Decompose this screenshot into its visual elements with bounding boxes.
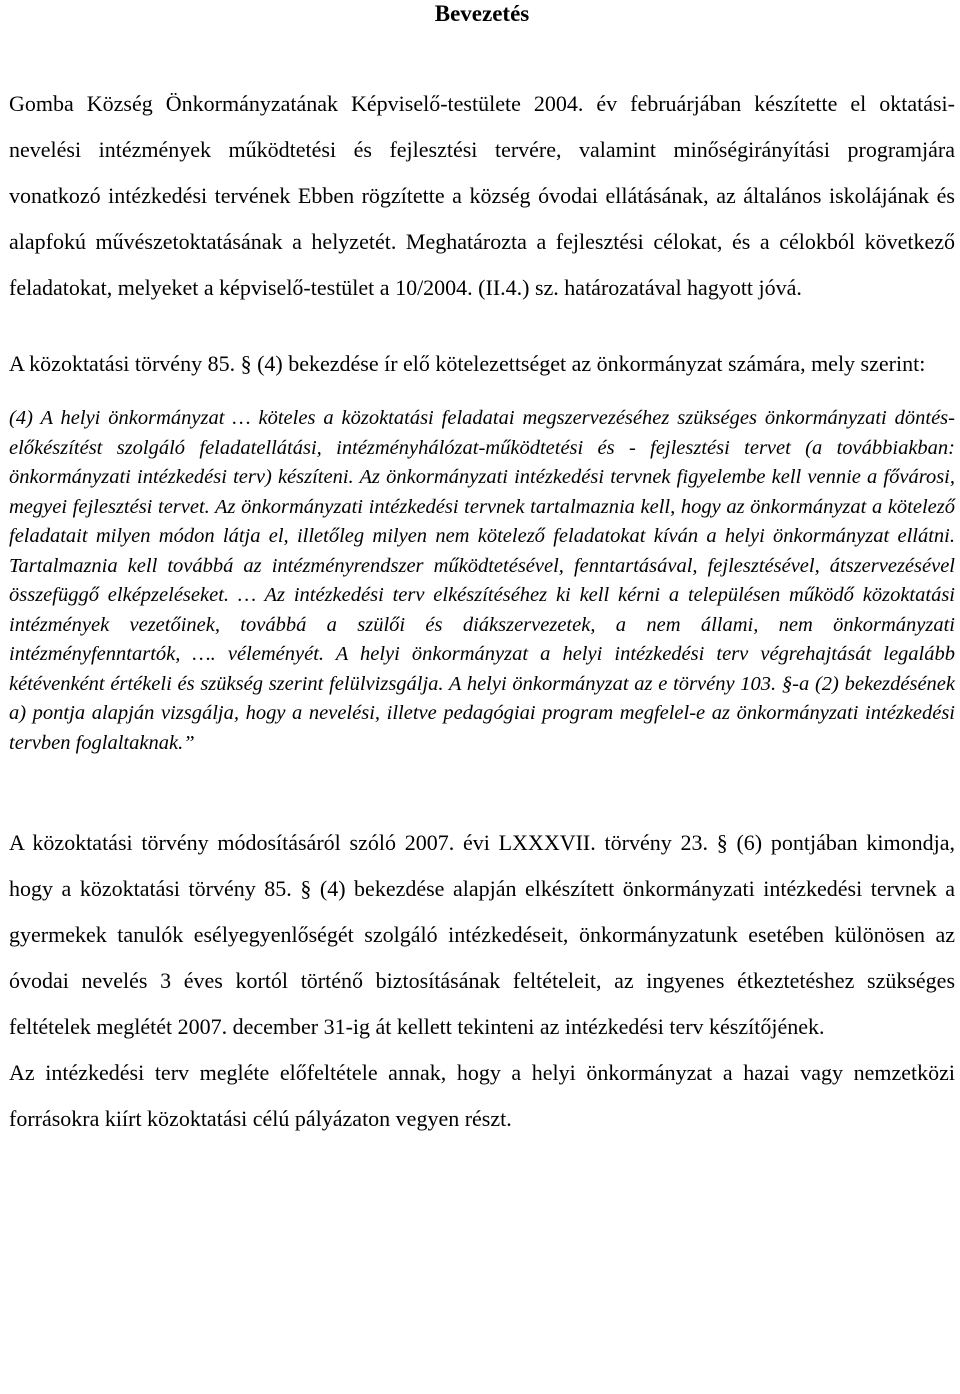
closing-paragraph: Az intézkedési terv megléte előfeltétele annak, hogy a helyi önkormányzat a hazai vagy nemzetközi forrásokra kiírt közoktatási célú pályázaton vegyen részt.: [9, 1060, 955, 1131]
document-title: Bevezetés: [434, 1, 530, 26]
law-reference-paragraph: A közoktatási törvény 85. § (4) bekezdése ír elő kötelezettséget az önkormányzat számára, mely szerint:: [9, 351, 926, 376]
document-page: [9, 0, 955, 1142]
intro-paragraph: Gomba Község Önkormányzatának Képviselő-testülete 2004. év februárjában készítette el oktatási- nevelési intézmények működtetési és fejlesztési tervére, valamint minőségirányítási programjára vonatkozó intézkedési tervének Ebben rögzítette a község óvodai ellátásának, az általános iskolájának és alapfokú művészetoktatásának a helyzetét. Meghatározta a fejlesztési célokat, és a célokból következő feladatokat, melyeket a képviselő-testület a 10/2004. (II.4.) sz. határozatával hagyott jóvá.: [9, 91, 955, 300]
amendment-paragraph: A közoktatási törvény módosításáról szóló 2007. évi LXXXVII. törvény 23. § (6) pontjában kimondja, hogy a közoktatási törvény 85. § (4) bekezdése alapján elkészített önkormányzati intézkedési tervnek a gyermekek tanulók esélyegyenlőségét szolgáló intézkedéseit, önkormányzatunk esetében különösen az óvodai nevelés 3 éves kortól történő biztosításának feltételeit, az ingyenes étkeztetéshez szükséges feltételek meglétét 2007. december 31-ig át kellett tekinteni az intézkedési terv készítőjének.: [9, 830, 955, 1039]
law-quote: (4) A helyi önkormányzat … köteles a közoktatási feladatai megszervezéséhez szükséges önkormányzati döntés-előkészítést szolgáló feladatellátási, intézményhálózat-működtetési és - fejlesztési tervet (a továbbiakban: önkormányzati intézkedési terv) készíteni. Az önkormányzati intézkedési tervnek figyelembe kell vennie a fővárosi, megyei fejlesztési tervet. Az önkormányzati intézkedési tervnek tartalmaznia kell, hogy az önkormányzat a kötelező feladatait milyen módon látja el, illetőleg milyen nem kötelező feladatokat kíván a helyi önkormányzat ellátni. Tartalmaznia kell továbbá az intézményrendszer működtetésével, fenntartásával, fejlesztésével, átszervezésével összefüggő elképzeléseket. … Az intézkedési terv elkészítéséhez ki kell kérni a településen működő közoktatási intézmények vezetőinek, továbbá a szülői és diákszervezetek, a nem állami, nem önkormányzati intézményfenntartók, …. véleményét. A helyi önkormányzat a helyi intézkedési terv végrehajtását legalább kétévenként értékeli és szükség szerint felülvizsgálja. A helyi önkormányzat az e törvény 103. §-a (2) bekezdésének a) pontja alapján vizsgálja, hogy a nevelési, illetve pedagógiai program megfelel-e az önkormányzati intézkedési tervben foglaltaknak.”: [9, 407, 955, 754]
